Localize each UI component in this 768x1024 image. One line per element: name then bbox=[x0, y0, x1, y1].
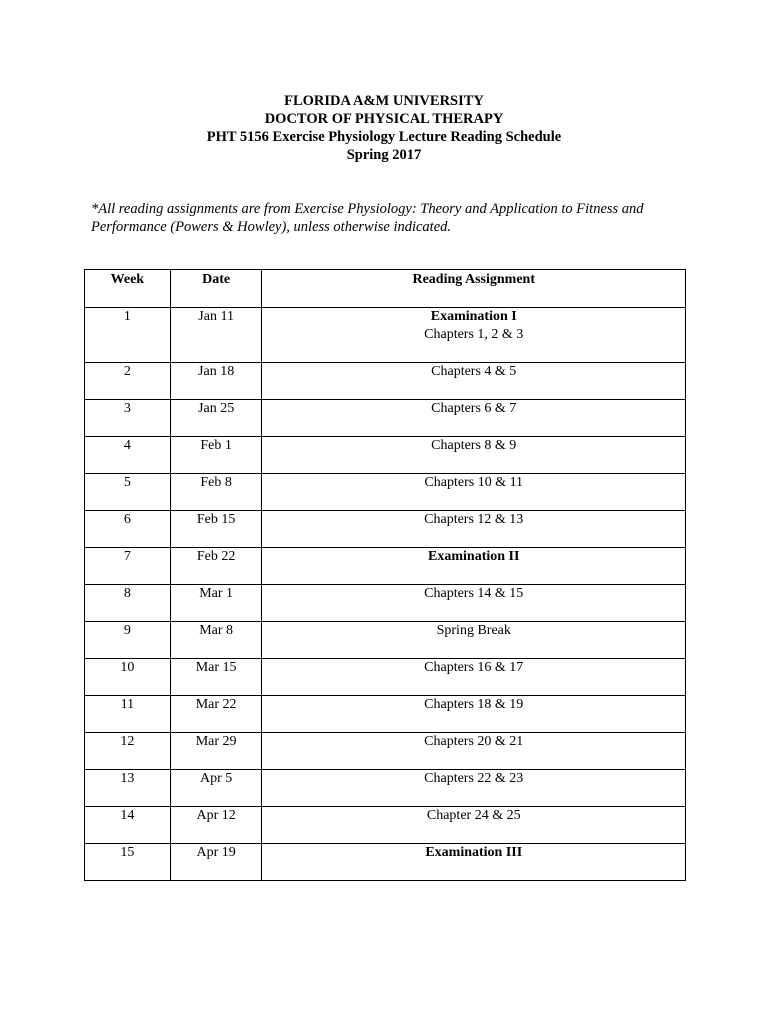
reading-assignment: Chapters 6 & 7 bbox=[431, 401, 517, 416]
reading-cell bbox=[262, 511, 686, 548]
week-cell: 9 bbox=[85, 622, 171, 659]
table-row bbox=[85, 807, 686, 844]
table-row bbox=[85, 308, 686, 363]
reading-cell bbox=[262, 585, 686, 622]
table-row bbox=[85, 844, 686, 881]
reading-cell bbox=[262, 844, 686, 881]
week-cell: 8 bbox=[85, 585, 171, 622]
table-row bbox=[85, 659, 686, 696]
reading-assignment: Chapters 14 & 15 bbox=[424, 586, 524, 601]
university-name: FLORIDA A&M UNIVERSITY bbox=[284, 93, 484, 109]
course-title: PHT 5156 Exercise Physiology Lecture Reading Schedule bbox=[206, 129, 562, 145]
reading-assignment: Chapters 1, 2 & 3 bbox=[424, 327, 524, 342]
week-cell: 1 bbox=[85, 308, 171, 363]
table-row bbox=[85, 696, 686, 733]
date-cell: Mar 15 bbox=[170, 659, 262, 696]
date-cell: Feb 22 bbox=[170, 548, 262, 585]
date-cell: Mar 29 bbox=[170, 733, 262, 770]
week-cell: 6 bbox=[85, 511, 171, 548]
column-header-week: Week bbox=[85, 270, 171, 308]
table-row bbox=[85, 548, 686, 585]
week-cell: 5 bbox=[85, 474, 171, 511]
column-header-reading: Reading Assignment bbox=[262, 270, 686, 308]
exam-label: Examination I bbox=[430, 309, 517, 324]
week-cell: 13 bbox=[85, 770, 171, 807]
week-cell: 12 bbox=[85, 733, 171, 770]
reading-assignment: Spring Break bbox=[436, 623, 511, 638]
table-body bbox=[85, 308, 686, 881]
week-cell: 14 bbox=[85, 807, 171, 844]
date-cell: Jan 18 bbox=[170, 363, 262, 400]
reading-cell bbox=[262, 363, 686, 400]
week-cell: 3 bbox=[85, 400, 171, 437]
exam-label: Examination II bbox=[428, 549, 520, 564]
reading-cell bbox=[262, 659, 686, 696]
document-header bbox=[0, 92, 768, 164]
table-row bbox=[85, 400, 686, 437]
table-row bbox=[85, 622, 686, 659]
week-cell: 11 bbox=[85, 696, 171, 733]
reading-cell bbox=[262, 400, 686, 437]
date-cell: Mar 1 bbox=[170, 585, 262, 622]
reading-schedule-table bbox=[84, 269, 686, 881]
date-cell: Apr 12 bbox=[170, 807, 262, 844]
reading-assignment: Chapters 16 & 17 bbox=[424, 660, 524, 675]
date-cell: Feb 1 bbox=[170, 437, 262, 474]
reading-assignment: Chapters 18 & 19 bbox=[424, 697, 524, 712]
reading-cell bbox=[262, 622, 686, 659]
date-cell: Mar 8 bbox=[170, 622, 262, 659]
date-cell: Feb 8 bbox=[170, 474, 262, 511]
date-cell: Mar 22 bbox=[170, 696, 262, 733]
week-cell: 2 bbox=[85, 363, 171, 400]
reading-note: *All reading assignments are from Exercise Physiology: Theory and Application to Fitness and Performance (Powers & Howley), unless otherwise indicated. bbox=[91, 201, 644, 235]
date-cell: Jan 11 bbox=[170, 308, 262, 363]
table-row bbox=[85, 474, 686, 511]
date-cell: Feb 15 bbox=[170, 511, 262, 548]
reading-cell bbox=[262, 696, 686, 733]
date-cell: Jan 25 bbox=[170, 400, 262, 437]
reading-cell bbox=[262, 308, 686, 363]
date-cell: Apr 19 bbox=[170, 844, 262, 881]
table-row bbox=[85, 733, 686, 770]
table-row bbox=[85, 363, 686, 400]
program-name: DOCTOR OF PHYSICAL THERAPY bbox=[264, 111, 504, 127]
week-cell: 10 bbox=[85, 659, 171, 696]
reading-cell bbox=[262, 807, 686, 844]
table-row bbox=[85, 770, 686, 807]
reading-assignment: Chapters 20 & 21 bbox=[424, 734, 524, 749]
table-row bbox=[85, 585, 686, 622]
term: Spring 2017 bbox=[346, 147, 422, 163]
reading-cell bbox=[262, 474, 686, 511]
week-cell: 15 bbox=[85, 844, 171, 881]
reading-assignment: Chapters 22 & 23 bbox=[424, 771, 524, 786]
week-cell: 7 bbox=[85, 548, 171, 585]
date-cell: Apr 5 bbox=[170, 770, 262, 807]
reading-cell bbox=[262, 770, 686, 807]
reading-cell bbox=[262, 733, 686, 770]
reading-cell bbox=[262, 548, 686, 585]
week-cell: 4 bbox=[85, 437, 171, 474]
reading-assignment: Chapters 10 & 11 bbox=[424, 475, 524, 490]
reading-cell bbox=[262, 437, 686, 474]
table-header-row bbox=[85, 270, 686, 308]
table-row bbox=[85, 437, 686, 474]
reading-assignment: Chapters 4 & 5 bbox=[431, 364, 517, 379]
column-header-date: Date bbox=[170, 270, 262, 308]
reading-assignment: Chapters 8 & 9 bbox=[431, 438, 517, 453]
reading-assignment: Chapters 12 & 13 bbox=[424, 512, 524, 527]
exam-label: Examination III bbox=[425, 845, 523, 860]
table-row bbox=[85, 511, 686, 548]
reading-assignment: Chapter 24 & 25 bbox=[426, 808, 521, 823]
